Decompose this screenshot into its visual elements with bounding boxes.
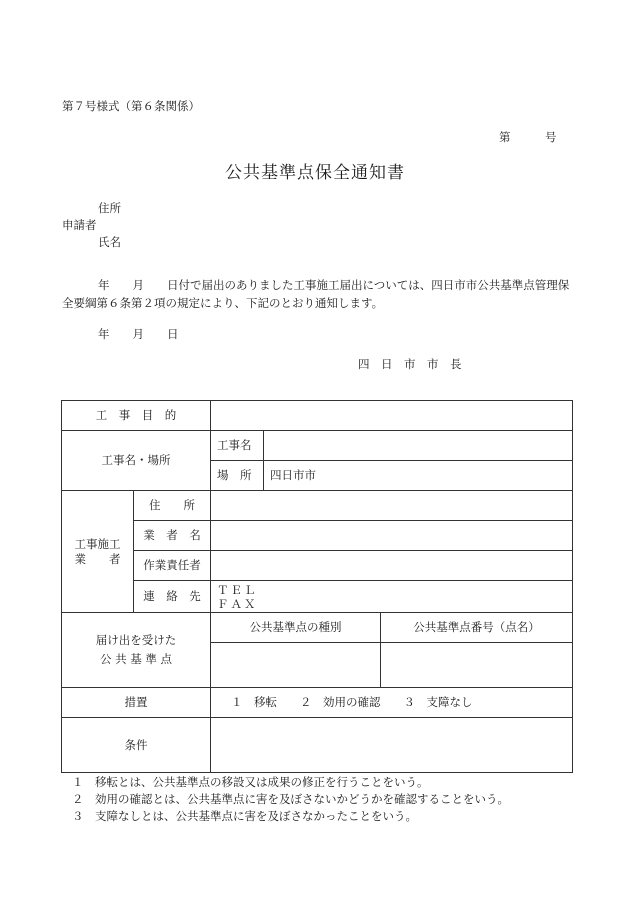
point-type-header: 公共基準点の種別: [210, 612, 381, 643]
contact-field[interactable]: ＴＥＬ ＦＡＸ: [210, 580, 573, 613]
point-type-field[interactable]: [210, 642, 381, 688]
point-number-field[interactable]: [380, 642, 573, 688]
notice-date: 年 月 日: [98, 327, 179, 341]
point-number-header: 公共基準点番号（点名）: [380, 612, 573, 643]
applicant-name-label: 氏名: [98, 235, 121, 249]
conditions-label: 条件: [61, 717, 211, 773]
work-manager-field[interactable]: [210, 550, 573, 581]
work-manager-label: 作業責任者: [133, 550, 211, 581]
form-number: 第７号様式（第６条関係）: [62, 99, 200, 113]
contractor-address-label: 住 所: [133, 490, 211, 521]
note-relocation: １ 移転とは、公共基準点の移設又は成果の修正を行うことをいう。: [72, 775, 429, 789]
mayor-signature: 四 日 市 市 長: [358, 357, 462, 371]
measures-label: 措置: [61, 687, 211, 718]
notice-paragraph: 年 月 日付で届出のありました工事施工届出については、四日市市公共基準点管理保全要綱第６条第２項の規定により、下記のとおり通知します。: [62, 278, 570, 310]
work-name-place-label: 工事名・場所: [61, 430, 211, 491]
document-number-label: 第 号: [499, 130, 557, 144]
note-no-obstruction: ３ 支障なしとは、公共基準点に害を及ぼさなかったことをいう。: [72, 809, 417, 823]
applicant-address-label: 住所: [98, 201, 121, 215]
work-name-field[interactable]: [263, 430, 573, 461]
received-point-label: 届け出を受けた 公 共 基 準 点: [61, 612, 211, 688]
company-name-field[interactable]: [210, 520, 573, 551]
place-field[interactable]: 四日市市: [263, 460, 573, 491]
company-name-label: 業 者 名: [133, 520, 211, 551]
document-title: 公共基準点保全通知書: [225, 163, 405, 183]
note-utility-check: ２ 効用の確認とは、公共基準点に害を及ぼさないかどうかを確認することをいう。: [72, 792, 509, 806]
measures-options[interactable]: １ 移転 ２ 効用の確認 ３ 支障なし: [210, 687, 573, 718]
work-name-label: 工事名: [210, 430, 264, 461]
place-label: 場 所: [210, 460, 264, 491]
contact-label: 連 絡 先: [133, 580, 211, 613]
purpose-field[interactable]: [210, 400, 573, 431]
conditions-field[interactable]: [210, 717, 573, 773]
applicant-label: 申請者: [62, 218, 97, 232]
purpose-label: 工 事 目 的: [61, 400, 211, 431]
contractor-label: 工事施工 業 者: [61, 490, 134, 613]
contractor-address-field[interactable]: [210, 490, 573, 521]
